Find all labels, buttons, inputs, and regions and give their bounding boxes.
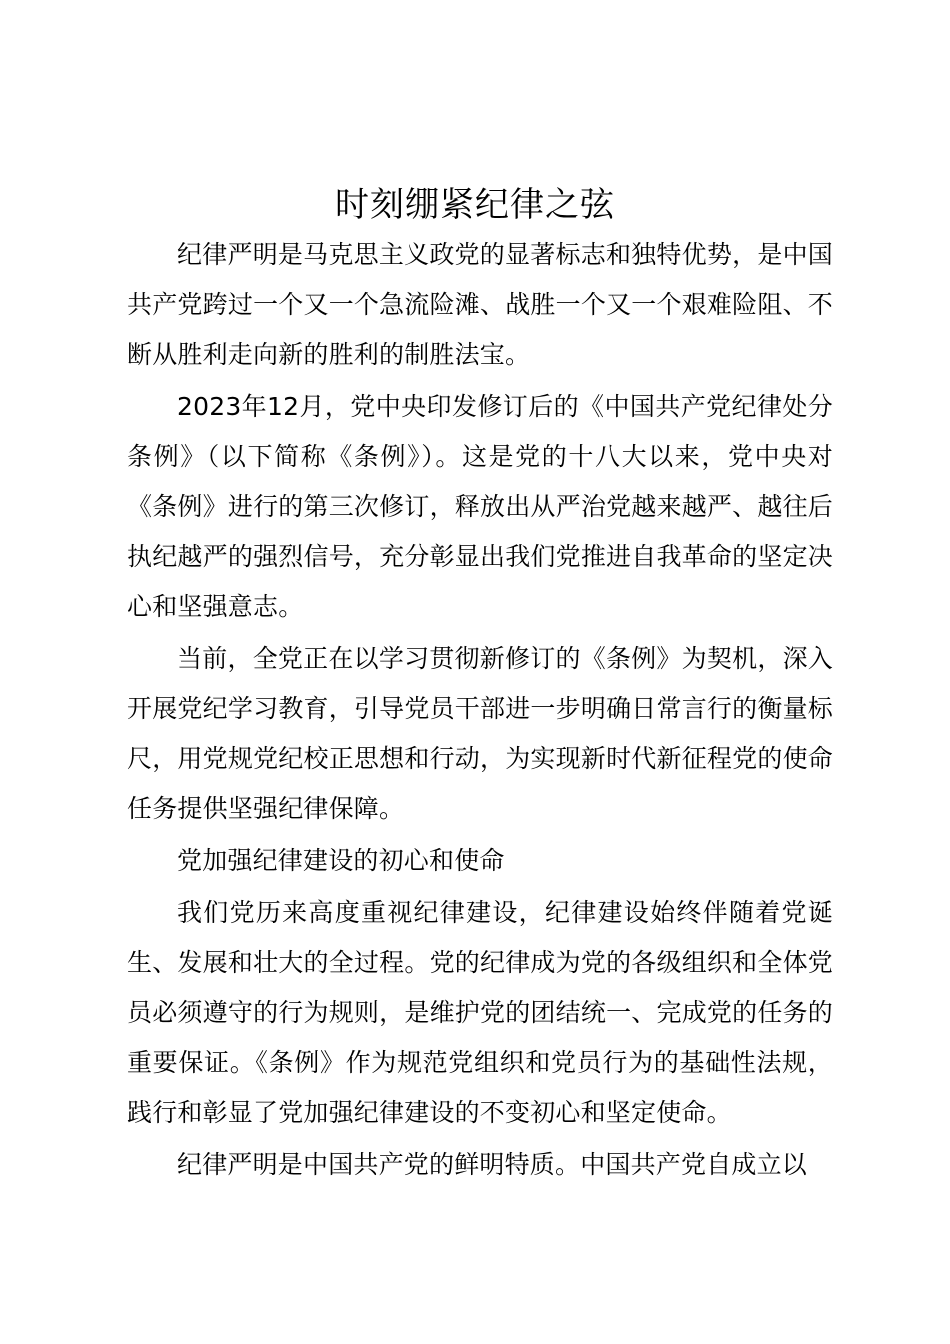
paragraph-current-study: 当前，全党正在以学习贯彻新修订的《条例》为契机，深入开展党纪学习教育，引导党员干部进一步明确日常言行的衡量标尺，用党规党纪校正思想和行动，为实现新时代新征程党的使命任务提供坚强纪律保障。 (127, 644, 833, 823)
paragraph-intro: 纪律严明是马克思主义政党的显著标志和独特优势，是中国共产党跨过一个又一个急流险滩、战胜一个又一个艰难险阻、不断从胜利走向新的胜利的制胜法宝。 (127, 240, 833, 369)
section-heading: 党加强纪律建设的初心和使命 (177, 846, 505, 875)
paragraph-regulation-revision: 2023年12月，党中央印发修订后的《中国共产党纪律处分条例》（以下简称《条例》）。这是党的十八大以来，党中央对《条例》进行的第三次修订，释放出从严治党越来越严、越往后执纪越严的强烈信号，充分彰显出我们党推进自我革命的坚定决心和坚强意志。 (127, 392, 833, 621)
paragraph-distinctive-trait: 纪律严明是中国共产党的鲜明特质。中国共产党自成立以 (177, 1150, 808, 1179)
paragraph-discipline-building: 我们党历来高度重视纪律建设，纪律建设始终伴随着党诞生、发展和壮大的全过程。党的纪律成为党的各级组织和全体党员必须遵守的行为规则，是维护党的团结统一、完成党的任务的重要保证。《条例》作为规范党组织和党员行为的基础性法规，践行和彰显了党加强纪律建设的不变初心和坚定使命。 (127, 898, 833, 1127)
document-body (127, 230, 833, 1192)
document-title: 时刻绷紧纪律之弦 (335, 185, 615, 225)
